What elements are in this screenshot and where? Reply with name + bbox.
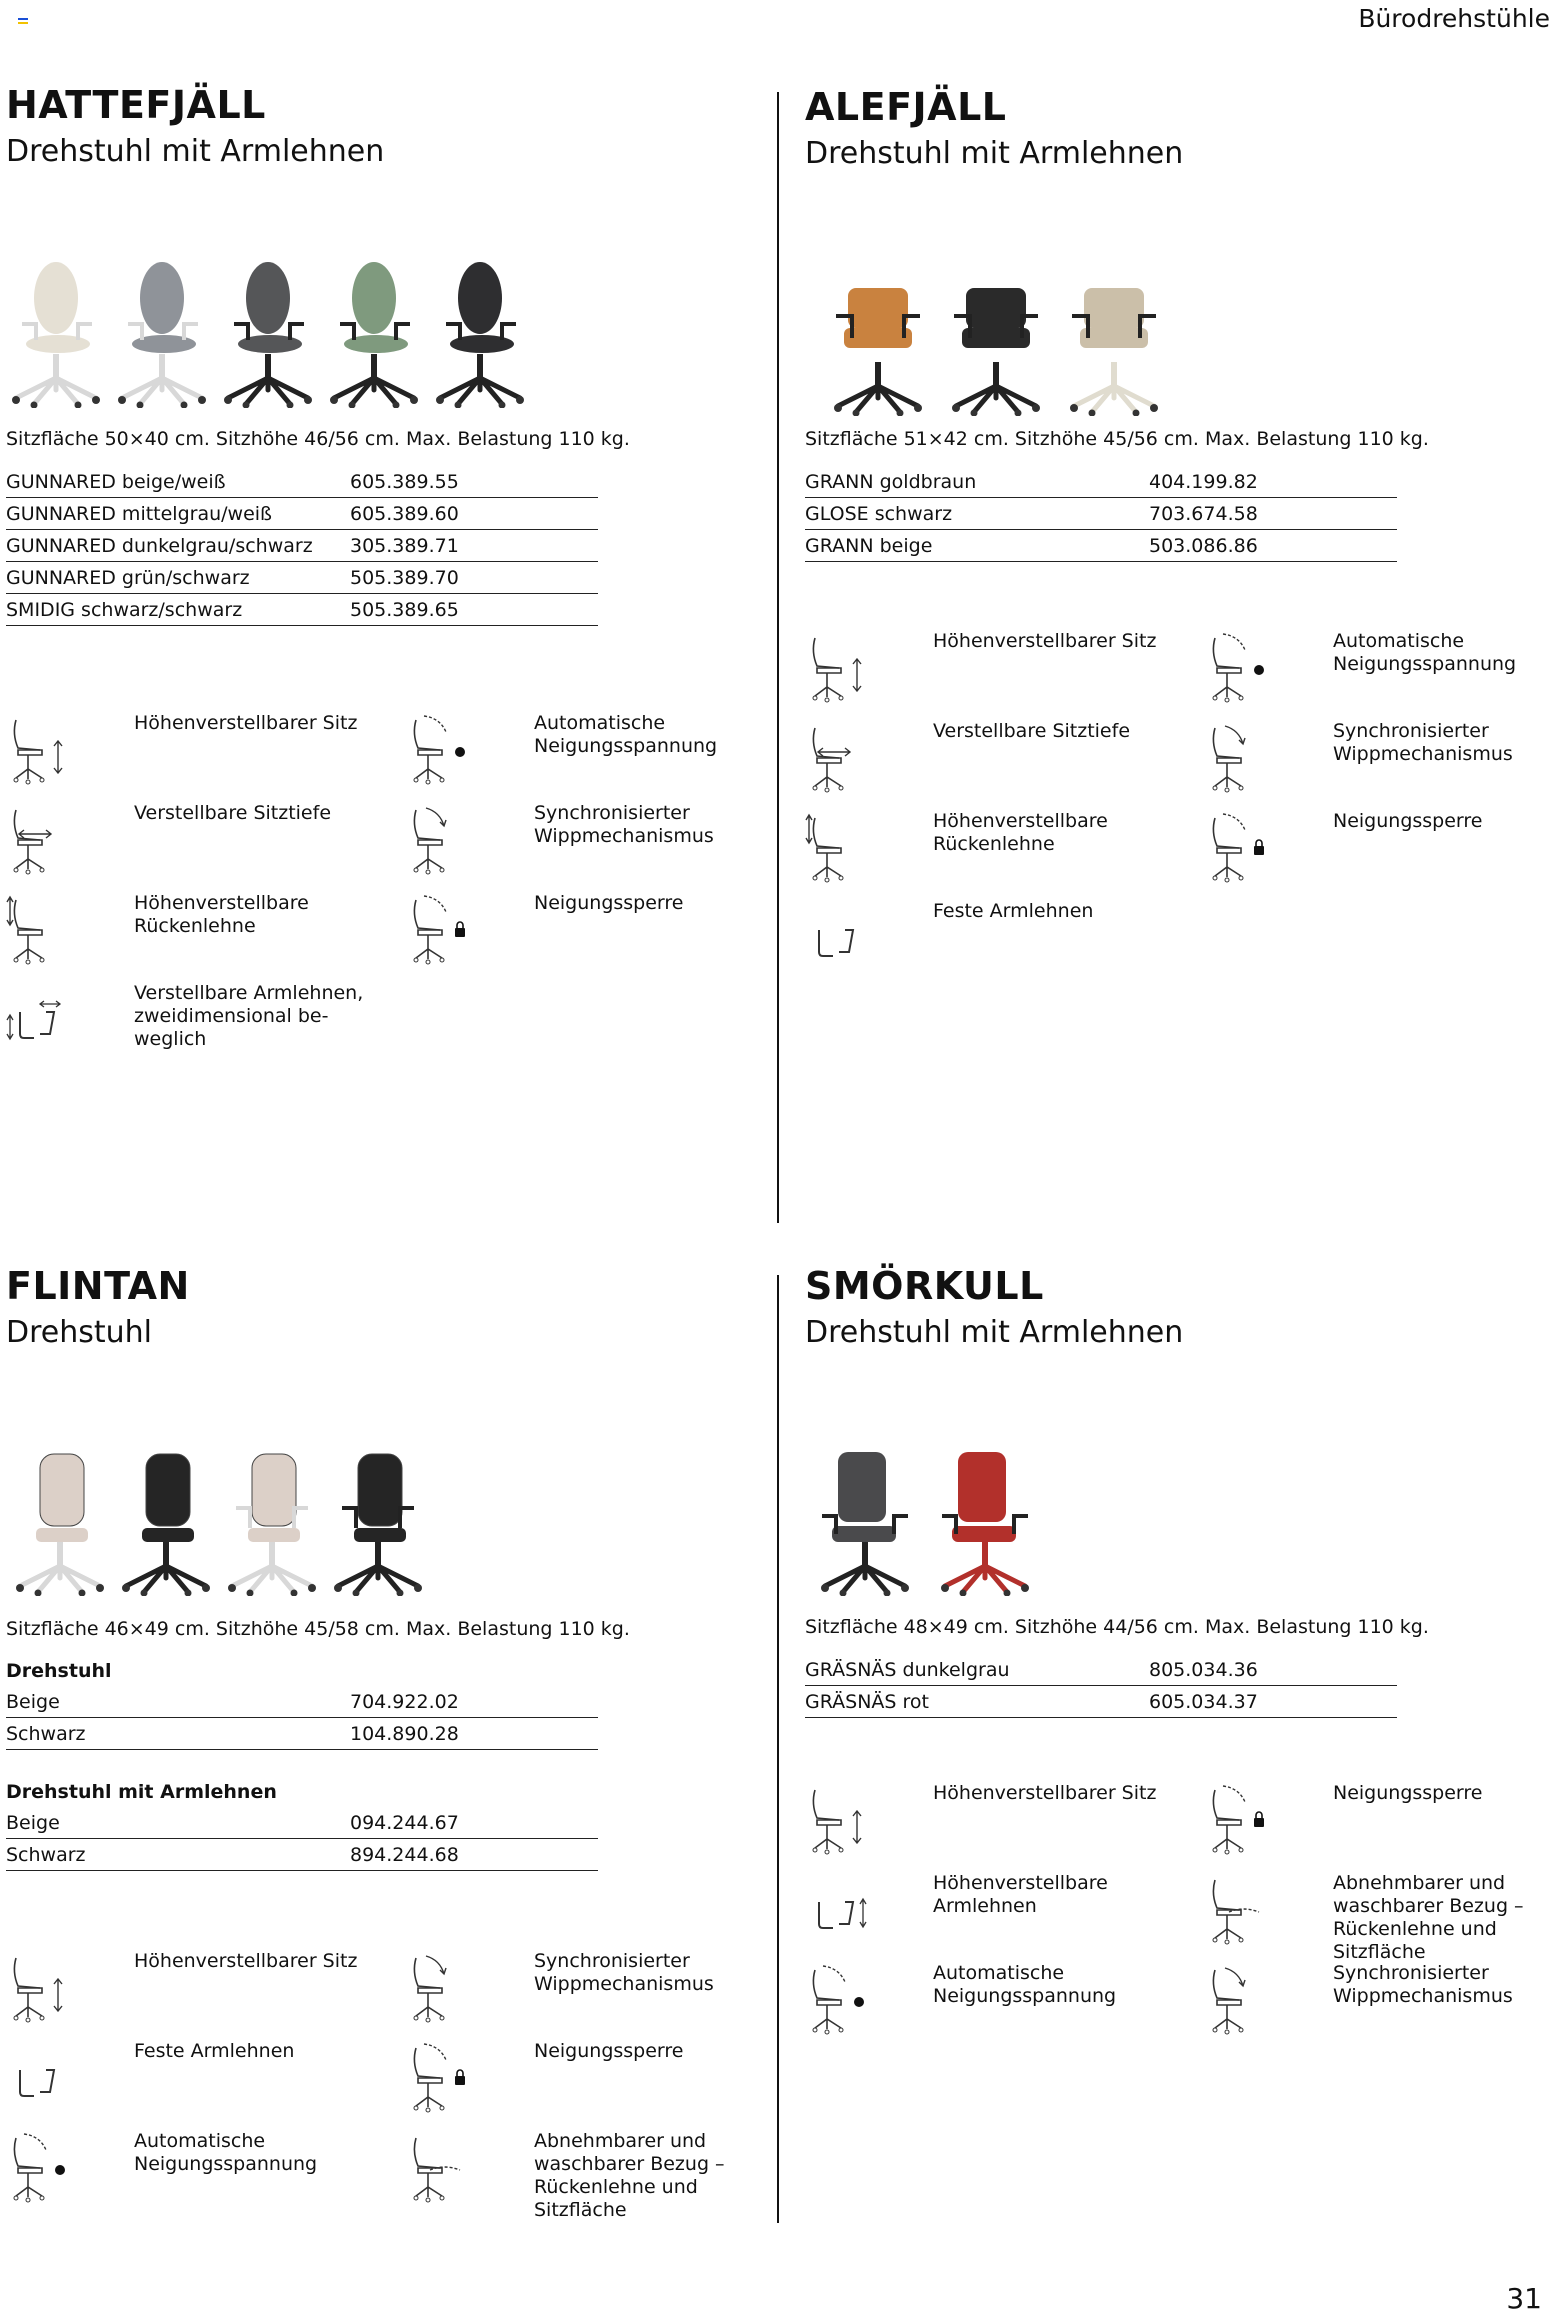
feature-item (805, 810, 1205, 890)
article-name: SMIDIG schwarz/schwarz (6, 599, 243, 621)
feature-item (406, 1950, 806, 2030)
chair-images (10, 1446, 428, 1596)
table-row (805, 1686, 1397, 1718)
tilt-lock-icon (406, 892, 470, 968)
automatic-tilt-tension-icon (805, 1962, 869, 2038)
tilt-lock-icon (406, 2040, 470, 2116)
table-heading: Drehstuhl (6, 1660, 112, 1682)
article-table (805, 1654, 1397, 1718)
product-subtitle: Drehstuhl mit Armlehnen (805, 1315, 1184, 1350)
chair-image (940, 266, 1052, 416)
article-name: GLOSE schwarz (805, 503, 953, 525)
article-name: GUNNARED grün/schwarz (6, 567, 250, 589)
feature-item (1205, 720, 1550, 800)
chair-image (430, 258, 530, 408)
article-number: 605.389.60 (350, 503, 459, 525)
article-name: GRÄSNÄS dunkelgrau (805, 1659, 1010, 1681)
height-adjustable-armrests-icon (805, 1872, 869, 1948)
article-name: Schwarz (6, 1844, 86, 1866)
article-name: Beige (6, 1691, 60, 1713)
table-row (6, 594, 598, 626)
chair-images (822, 266, 1170, 416)
feature-label: Abnehmbarer und waschbarer Bezug – Rückenlehne und Sitzfläche (1333, 1872, 1524, 1963)
product-title: FLINTAN (6, 1264, 190, 1308)
feature-item (6, 802, 406, 882)
automatic-tilt-tension-icon (6, 2130, 70, 2206)
product-spec: Sitzfläche 48×49 cm. Sitzhöhe 44/56 cm. Max. Belastung 110 kg. (805, 1616, 1429, 1638)
feature-item (6, 2040, 406, 2120)
feature-item (805, 1782, 1205, 1862)
synchronous-rocking-icon (406, 802, 470, 878)
feature-item (6, 2130, 406, 2210)
table-row (6, 498, 598, 530)
table-row (6, 466, 598, 498)
feature-label: Automatische Neigungsspannung (134, 2130, 318, 2175)
feature-label: Höhenverstellbarer Sitz (134, 1950, 358, 1972)
article-table (6, 466, 598, 626)
chair-image (1058, 266, 1170, 416)
chair-image (222, 1446, 322, 1596)
feature-item (406, 712, 806, 792)
article-name: GRÄSNÄS rot (805, 1691, 929, 1713)
table-row (6, 1839, 598, 1871)
feature-item (805, 1872, 1205, 1952)
feature-label: Automatische Neigungsspannung (933, 1962, 1117, 2007)
feature-label: Neigungssperre (1333, 810, 1483, 832)
feature-label: Abnehmbarer und waschbarer Bezug – Rückenlehne und Sitzfläche (534, 2130, 725, 2221)
chair-image (324, 258, 424, 408)
article-table (805, 466, 1397, 562)
table-row (6, 1718, 598, 1750)
table-row (805, 466, 1397, 498)
feature-label: Neigungssperre (1333, 1782, 1483, 1804)
article-number: 704.922.02 (350, 1691, 459, 1713)
table-row (6, 1686, 598, 1718)
removable-cover-icon (406, 2130, 470, 2206)
feature-label: Verstellbare Sitztiefe (933, 720, 1131, 742)
feature-item (6, 892, 406, 972)
article-table-drehstuhl (6, 1656, 598, 1750)
chair-image (328, 1446, 428, 1596)
feature-label: Synchronisierter Wippmechanismus (1333, 720, 1513, 765)
chair-image (822, 266, 934, 416)
tilt-lock-icon (1205, 810, 1269, 886)
article-number: 104.890.28 (350, 1723, 459, 1745)
table-rows (6, 1807, 598, 1871)
synchronous-rocking-icon (1205, 1962, 1269, 2038)
adjustable-armrests-icon (6, 982, 70, 1058)
table-rows (6, 1686, 598, 1750)
table-row (805, 498, 1397, 530)
article-number: 805.034.36 (1149, 1659, 1258, 1681)
article-number: 505.389.65 (350, 599, 459, 621)
feature-item (406, 2040, 806, 2120)
article-number: 094.244.67 (350, 1812, 459, 1834)
chair-image (6, 258, 106, 408)
article-number: 505.389.70 (350, 567, 459, 589)
feature-item (1205, 630, 1550, 710)
feature-item (805, 1962, 1205, 2042)
feature-item (1205, 1872, 1550, 1963)
article-name: GUNNARED dunkelgrau/schwarz (6, 535, 313, 557)
feature-label: Höhenverstellbare Rückenlehne (933, 810, 1108, 855)
product-subtitle: Drehstuhl mit Armlehnen (805, 136, 1184, 171)
table-row (6, 562, 598, 594)
product-subtitle: Drehstuhl mit Armlehnen (6, 134, 385, 169)
article-number: 894.244.68 (350, 1844, 459, 1866)
feature-item (6, 1950, 406, 2030)
height-adjustable-seat-icon (805, 630, 869, 706)
product-title: ALEFJÄLL (805, 85, 1007, 129)
feature-item (406, 802, 806, 882)
automatic-tilt-tension-icon (406, 712, 470, 788)
feature-label: Höhenverstellbarer Sitz (933, 630, 1157, 652)
article-name: GUNNARED beige/weiß (6, 471, 226, 493)
article-number: 605.389.55 (350, 471, 459, 493)
feature-item (805, 630, 1205, 710)
feature-label: Synchronisierter Wippmechanismus (534, 1950, 714, 1995)
page-number: 31 (1506, 2282, 1542, 2315)
article-name: Schwarz (6, 1723, 86, 1745)
table-heading: Drehstuhl mit Armlehnen (6, 1781, 277, 1803)
feature-label: Feste Armlehnen (933, 900, 1094, 922)
column-divider (777, 92, 779, 1223)
automatic-tilt-tension-icon (1205, 630, 1269, 706)
chair-image (10, 1446, 110, 1596)
article-name: Beige (6, 1812, 60, 1834)
feature-item (805, 900, 1205, 980)
feature-label: Verstellbare Armlehnen, zweidimensional be-weglich (134, 982, 364, 1050)
feature-label: Feste Armlehnen (134, 2040, 295, 2062)
chair-image (116, 1446, 216, 1596)
feature-label: Höhenverstellbarer Sitz (134, 712, 358, 734)
article-number: 305.389.71 (350, 535, 459, 557)
table-row (805, 530, 1397, 562)
feature-item (406, 2130, 806, 2221)
table-row (6, 530, 598, 562)
article-name: GRANN goldbraun (805, 471, 977, 493)
chair-image (112, 258, 212, 408)
article-name: GRANN beige (805, 535, 933, 557)
article-number: 503.086.86 (1149, 535, 1258, 557)
product-title: HATTEFJÄLL (6, 83, 266, 127)
product-title: SMÖRKULL (805, 1264, 1044, 1308)
feature-label: Höhenverstellbare Armlehnen (933, 1872, 1108, 1917)
feature-label: Neigungssperre (534, 892, 684, 914)
product-hattefjall (6, 82, 746, 172)
feature-label: Neigungssperre (534, 2040, 684, 2062)
feature-item (1205, 1782, 1550, 1862)
chair-image (808, 1446, 922, 1596)
menu-icon[interactable] (18, 18, 28, 26)
product-alefjall (805, 84, 1545, 174)
chair-images (808, 1446, 1042, 1596)
height-adjustable-seat-icon (805, 1782, 869, 1858)
height-adjustable-backrest-icon (6, 892, 70, 968)
product-spec: Sitzfläche 51×42 cm. Sitzhöhe 45/56 cm. Max. Belastung 110 kg. (805, 428, 1429, 450)
product-subtitle: Drehstuhl (6, 1315, 153, 1350)
chair-image (928, 1446, 1042, 1596)
fixed-armrests-icon (805, 900, 869, 976)
product-smorkull (805, 1263, 1545, 1353)
feature-item (406, 892, 806, 972)
article-table-armlehnen (6, 1777, 598, 1871)
feature-label: Verstellbare Sitztiefe (134, 802, 332, 824)
feature-item (805, 720, 1205, 800)
height-adjustable-backrest-icon (805, 810, 869, 886)
product-spec: Sitzfläche 50×40 cm. Sitzhöhe 46/56 cm. Max. Belastung 110 kg. (6, 428, 630, 450)
feature-label: Höhenverstellbarer Sitz (933, 1782, 1157, 1804)
feature-item (1205, 1962, 1550, 2042)
article-number: 605.034.37 (1149, 1691, 1258, 1713)
article-number: 404.199.82 (1149, 471, 1258, 493)
removable-cover-icon (1205, 1872, 1269, 1948)
section-header: Bürodrehstühle (1358, 4, 1550, 33)
feature-item (6, 712, 406, 792)
article-name: GUNNARED mittelgrau/weiß (6, 503, 273, 525)
chair-images (6, 258, 530, 408)
adjustable-seat-depth-icon (6, 802, 70, 878)
feature-item (1205, 810, 1550, 890)
feature-label: Automatische Neigungsspannung (1333, 630, 1517, 675)
feature-label: Synchronisierter Wippmechanismus (534, 802, 714, 847)
feature-label: Synchronisierter Wippmechanismus (1333, 1962, 1513, 2007)
height-adjustable-seat-icon (6, 712, 70, 788)
synchronous-rocking-icon (1205, 720, 1269, 796)
feature-label: Höhenverstellbare Rückenlehne (134, 892, 309, 937)
adjustable-seat-depth-icon (805, 720, 869, 796)
feature-label: Automatische Neigungsspannung (534, 712, 718, 757)
article-number: 703.674.58 (1149, 503, 1258, 525)
synchronous-rocking-icon (406, 1950, 470, 2026)
height-adjustable-seat-icon (6, 1950, 70, 2026)
table-row (805, 1654, 1397, 1686)
fixed-armrests-icon (6, 2040, 70, 2116)
table-row (6, 1807, 598, 1839)
feature-item (6, 982, 406, 1062)
product-spec: Sitzfläche 46×49 cm. Sitzhöhe 45/58 cm. Max. Belastung 110 kg. (6, 1618, 630, 1640)
product-flintan (6, 1263, 746, 1353)
tilt-lock-icon (1205, 1782, 1269, 1858)
chair-image (218, 258, 318, 408)
